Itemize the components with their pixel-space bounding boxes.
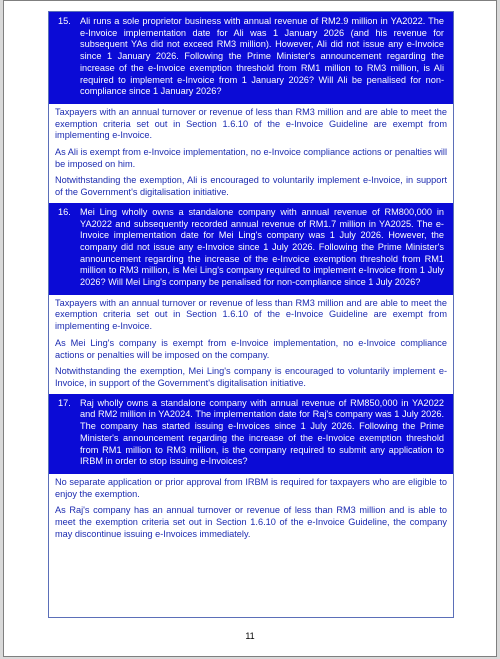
question-number: 15. xyxy=(58,16,71,26)
question-number: 16. xyxy=(58,206,71,217)
answer-paragraph: As Mei Ling's company is exempt from e-Invoice implementation, no e-Invoice compliance actions or penalties will be imposed on the company. xyxy=(55,337,447,360)
page-number: 11 xyxy=(245,631,255,641)
faq-frame xyxy=(48,11,454,618)
question-text: Mei Ling wholly owns a standalone company with annual revenue of RM800,000 in YA2022 and subsequently recorded annual revenue of RM1.7 million in YA2025. The e-Invoice implementation date for Mei Ling's company was 1 July 2026. However, the company did not issue any e-Invoice since 1 July 2026. Following the Prime Minister's announcement regarding the increase of the e-Invoice exemption threshold from RM1 million to RM3 million, is Mei Ling's company required to implement e-Invoice from 1 July 2026? Will Mei Ling's company be penalised for non-compliance since 1 July 2026? xyxy=(80,206,444,288)
answer-block-16 xyxy=(49,295,453,394)
answer-block-15 xyxy=(49,104,453,203)
question-text: Ali runs a sole proprietor business with annual revenue of RM2.9 million in YA2022. The e-Invoice implementation date for Ali was 1 January 2026 (and his revenue for subsequent YAs did not exceed RM3 million). However, Ali did not issue any e-Invoice since 1 January 2026. Following the Prime Minister's announcement regarding the increase of the e-Invoice exemption threshold from RM1 million to RM3 million, is Ali required to implement e-Invoice from 1 January 2026? Will Ali be penalised for non-compliance since 1 January 2026? xyxy=(80,16,444,97)
answer-paragraph: No separate application or prior approval from IRBM is required for taxpayers who are eligible to enjoy the exemption. xyxy=(55,476,447,499)
answer-paragraph: As Ali is exempt from e-Invoice implementation, no e-Invoice compliance actions or penalties will be imposed on him. xyxy=(55,147,447,169)
answer-block-17 xyxy=(49,474,453,545)
question-block-17 xyxy=(49,394,453,474)
question-block-16 xyxy=(49,203,453,295)
question-number: 17. xyxy=(58,397,71,408)
answer-paragraph: Notwithstanding the exemption, Mei Ling's company is encouraged to voluntarily implement e-Invoice, in support of the Government's digitalisation initiative. xyxy=(55,366,447,388)
answer-paragraph: Taxpayers with an annual turnover or revenue of less than RM3 million and are able to meet the exemption criteria set out in Section 1.6.10 of the e-Invoice Guideline are exempt from implementing e-Invoice. xyxy=(55,106,447,141)
question-block-15 xyxy=(49,12,453,104)
answer-paragraph: Taxpayers with an annual turnover or revenue of less than RM3 million and are able to meet the exemption criteria set out in Section 1.6.10 of the e-Invoice Guideline are exempt from implementing e-Invoice. xyxy=(55,297,447,332)
answer-paragraph: As Raj's company has an annual turnover or revenue of less than RM3 million and is able to meet the exemption criteria set out in Section 1.6.10 of the e-Invoice Guideline, the company may discontinue issuing e-Invoices immediately. xyxy=(55,505,447,539)
answer-paragraph: Notwithstanding the exemption, Ali is encouraged to voluntarily implement e-Invoice, in support of the Government's digitalisation initiative. xyxy=(55,175,447,198)
document-page xyxy=(3,0,497,657)
question-text: Raj wholly owns a standalone company with annual revenue of RM850,000 in YA2022 and RM2 million in YA2024. The implementation date for Raj's company was 1 July 2026. The company has started issuing e-Invoices since 1 July 2026. Following the Prime Minister's announcement regarding the increase of the e-Invoice exemption threshold from RM1 million to RM3 million, is the company required to submit any application to IRBM in order to stop issuing e-Invoices? xyxy=(80,397,444,467)
